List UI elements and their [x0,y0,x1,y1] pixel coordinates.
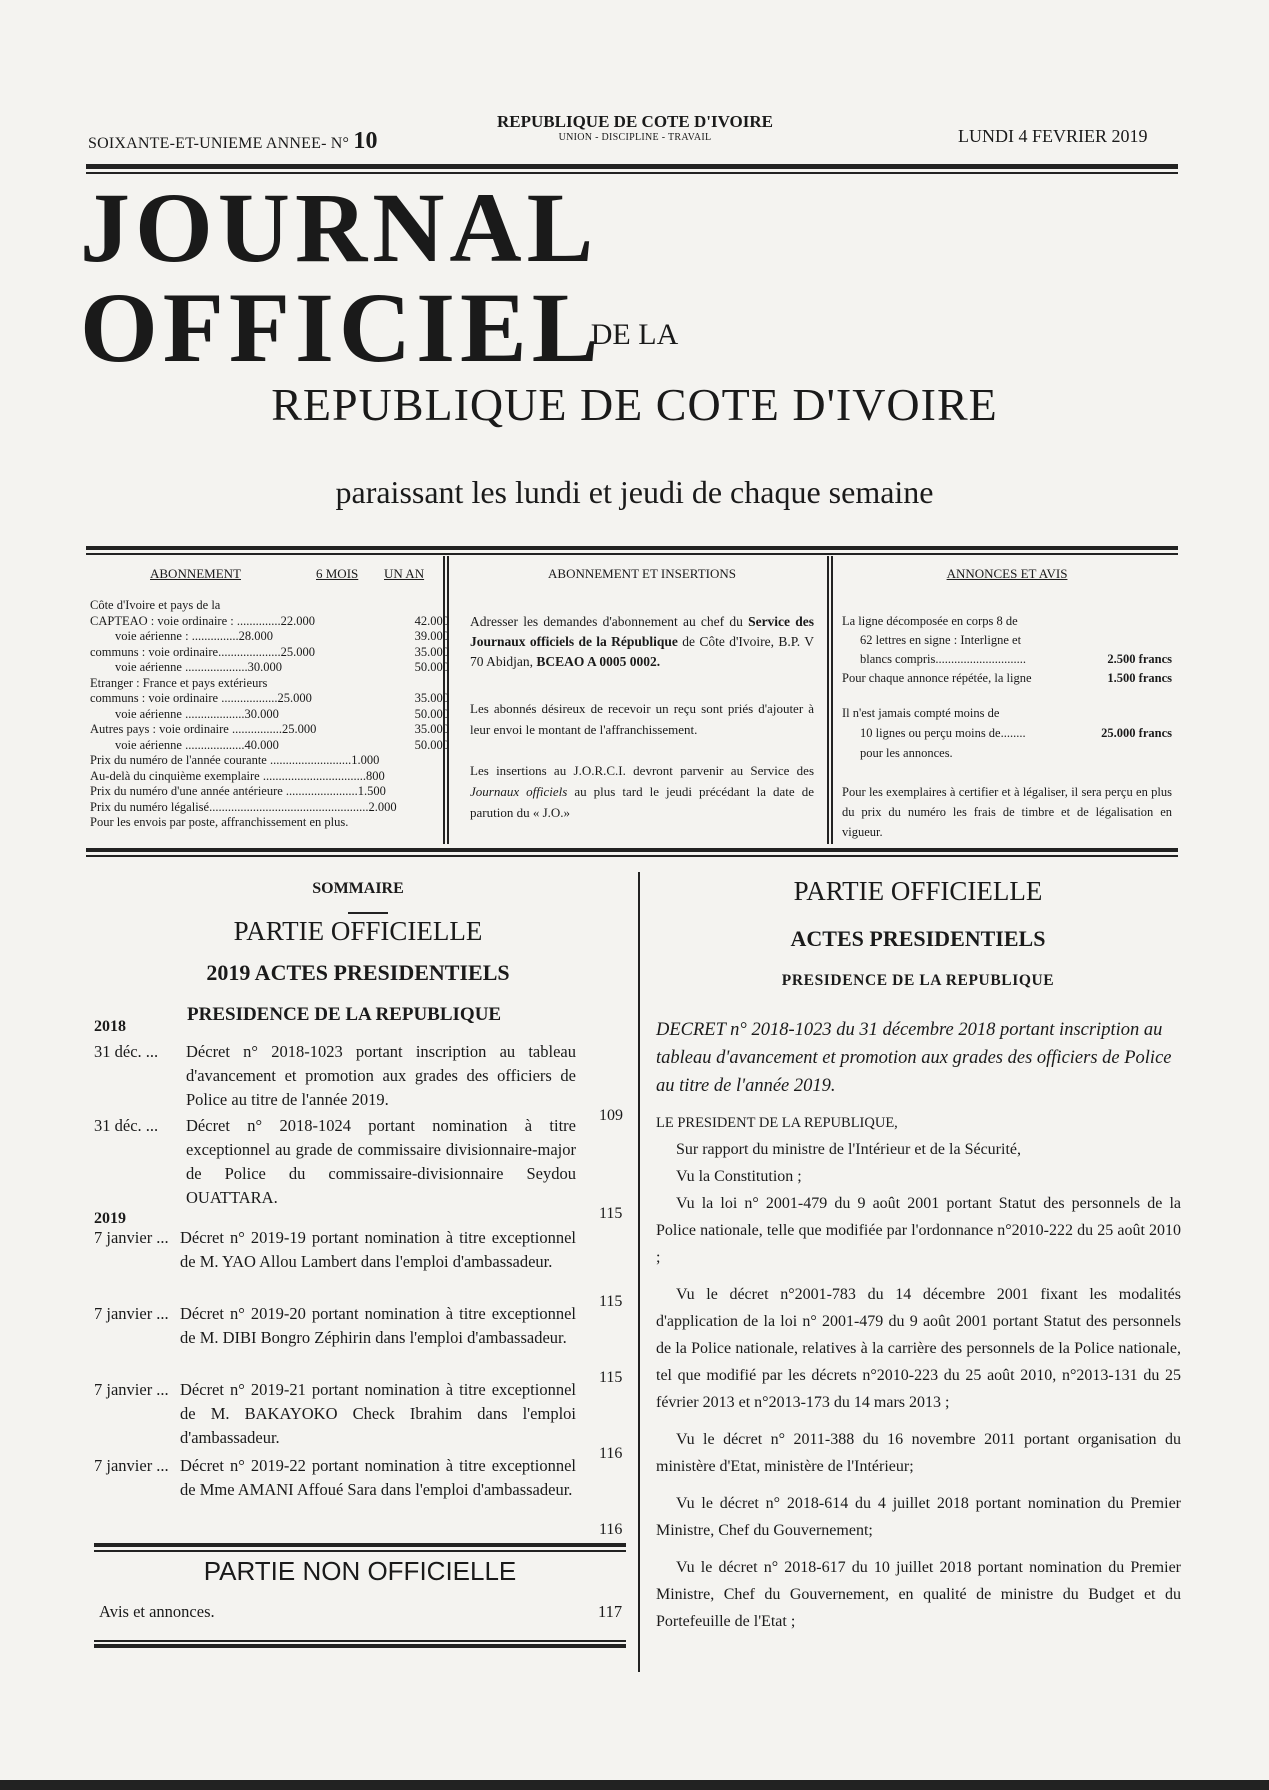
abonnement-row-label: voie aérienne ....................30.000 [90,660,282,674]
main-paragraph: Vu le décret n° 2018-617 du 10 juillet 2018 portant nomination du Premier Ministre, Chef du Gouvernement, en qualité de ministre du Budget et du Portefeuille de l'Etat ; [656,1559,1181,1630]
main-paragraphs [656,1136,1181,1645]
sommaire-bottom-rule [94,1644,626,1648]
abonnement-row [90,800,449,816]
infobox-top-rule [86,546,1178,550]
annonces-l5: Il n'est jamais compté moins de [842,706,1000,720]
annonces-column [842,566,1172,852]
entry-page: 115 [599,1205,623,1222]
sommaire-actes: 2019 ACTES PRESIDENTIELS [206,960,510,985]
main-paragraph: Vu le décret n° 2018-614 du 4 juillet 2018 portant nomination du Premier Ministre, Chef du Gouvernement; [656,1495,1181,1539]
infobox-divider-2 [827,556,829,844]
avis-label: Avis et annonces. [99,1602,215,1621]
abonnement-row [90,691,449,707]
col-unan: UN AN [384,566,425,581]
insertions-head: ABONNEMENT ET INSERTIONS [548,566,736,581]
abonnement-row-label: Prix du numéro d'une année antérieure .......................1.500 [90,784,386,798]
abonnement-row-unan [397,800,449,816]
abonnement-row [90,722,449,738]
abonnement-row-unan: 39.000 [414,629,449,643]
entry-page: 116 [599,1521,623,1538]
header-rule-thick [86,164,1178,169]
abonnement-row-label: Autres pays : voie ordinaire ................25.000 [90,722,317,736]
annonces-l2: 62 lettres en signe : Interligne et [860,633,1022,647]
sommaire-presidence: PRESIDENCE DE LA REPUBLIQUE [187,1004,502,1025]
abonnement-column [90,566,449,831]
insertions-p1-bold: Service des Journaux officiels de la République [470,614,815,649]
entry-date: 7 janvier ... [94,1456,169,1475]
annonces-l3: blancs compris............................. [860,652,1026,666]
abonnement-row-unan: 35.000 [414,691,449,705]
sommaire-bottom-rule-thin [94,1640,626,1642]
insertions-p1-post: de Côte d'Ivoire, B.P. V 70 Abidjan, [470,634,815,669]
abonnement-row-unan: 50.000 [414,706,449,721]
non-officielle-title: PARTIE NON OFFICIELLE [203,1556,517,1586]
insertions-p1-bceao: BCEAO A 0005 0002. [536,654,661,669]
annonces-l6: 10 lignes ou perçu moins de........ [860,726,1026,740]
entry-page: 109 [599,1107,623,1124]
republic-motto: UNION - DISCIPLINE - TRAVAIL [558,132,712,143]
abonnement-row-unan [397,753,449,769]
sommaire-part: PARTIE OFFICIELLE [233,916,483,946]
abonnement-row-label: voie aérienne : ...............28.000 [90,629,273,643]
abonnement-row-label: CAPTEAO : voie ordinaire : ..............22.000 [90,613,315,628]
entry-page: 115 [599,1293,623,1310]
abonnement-row-unan [397,815,449,831]
annonces-l7: pour les annonces. [860,746,953,760]
annonces-l4-price: 1.500 francs [1107,671,1172,685]
abonnement-row-unan [397,676,449,692]
insertions-p1-pre: Adresser les demandes d'abonnement au chef du [470,614,743,629]
infobox-bottom-rule-thin [86,855,1178,857]
annonces-body [842,612,1172,852]
annonces-l6-price: 25.000 francs [1101,726,1172,740]
entry-date: 31 déc. ... [94,1116,159,1135]
republic-header [480,112,790,143]
abonnement-row [90,676,449,692]
col-6mois: 6 MOIS [316,566,359,581]
sommaire-year-2019: 2019 [94,1210,126,1227]
abonnement-row-label: voie aérienne ...................30.000 [90,706,279,721]
abonnement-row [90,784,449,800]
issue-line [88,128,378,155]
main-part: PARTIE OFFICIELLE [793,876,1043,906]
abonnement-head: ABONNEMENT [150,566,241,581]
annonces-head: ANNONCES ET AVIS [946,566,1068,581]
entry-text: Décret n° 2019-20 portant nomination à titre exceptionnel de M. DIBI Bongro Zéphirin dans l'emploi d'ambassadeur. [180,1304,576,1347]
masthead-word-officiel: OFFICIEL [80,272,604,383]
president-line: LE PRESIDENT DE LA REPUBLIQUE, [656,1115,898,1131]
abonnement-row [90,598,449,614]
abonnement-row-label: Côte d'Ivoire et pays de la [90,598,221,612]
abonnement-row-unan [397,598,449,614]
infobox-top-rule-thin [86,553,1178,555]
entry-date: 7 janvier ... [94,1304,169,1323]
abonnement-row-label: Prix du numéro de l'année courante ..........................1.000 [90,753,380,767]
main-presidence: PRESIDENCE DE LA REPUBLIQUE [781,972,1055,989]
decret-title: DECRET n° 2018-1023 du 31 décembre 2018 portant inscription au tableau d'avancement et promotion aux grades des officiers de Police au titre de l'année 2019. [656,1020,1172,1096]
insertions-column [470,566,814,823]
abonnement-row [90,707,449,723]
page-bottom-edge [0,1780,1269,1790]
main-paragraph: Vu la loi n° 2001-479 du 9 août 2001 portant Statut des personnels de la Police nationale, telle que modifiée par l'ordonnance n°2010-222 du 25 août 2010 ; [656,1195,1181,1266]
sommaire-underline [348,912,388,914]
year-label: SOIXANTE-ET-UNIEME ANNEE- N° [88,135,350,152]
abonnement-row [90,753,449,769]
entry-page: 116 [599,1445,623,1462]
insertions-para-3 [470,760,814,823]
abonnement-row-label: voie aérienne ...................40.000 [90,737,279,752]
sommaire-head: SOMMAIRE [312,880,404,897]
issue-date: LUNDI 4 FEVRIER 2019 [958,126,1148,146]
abonnement-row [90,629,449,645]
main-paragraph: Vu le décret n°2001-783 du 14 décembre 2001 fixant les modalités d'application de la loi n° 2001-479 du 9 août 2001 portant Statut des personnels de la Police nationale, relatives à la carrière des personnels de la Police nationale, tel que modifié par les décrets n°2010-223 du 25 août 2010, n°2013-131 du 25 février 2013 et n°2013-173 du 14 mars 2013 ; [656,1286,1181,1411]
abonnement-row-unan: 35.000 [414,722,449,736]
masthead-republic: REPUBLIQUE DE COTE D'IVOIRE [271,379,998,430]
abonnement-row-unan: 35.000 [414,644,449,659]
entry-text: Décret n° 2019-22 portant nomination à titre exceptionnel de Mme AMANI Affoué Sara dans l'emploi d'ambassadeur. [180,1456,576,1499]
entry-text: Décret n° 2018-1023 portant inscription au tableau d'avancement et promotion aux grades des officiers de Police au titre de l'année 2019. [186,1042,576,1109]
entry-text: Décret n° 2018-1024 portant nomination à titre exceptionnel au grade de commissaire divisionnaire-major de Police du commissaire-divisionnaire Seydou OUATTARA. [186,1116,576,1207]
abonnement-row [90,815,449,831]
annonces-l8: Pour les exemplaires à certifier et à légaliser, il sera perçu en plus du prix du numéro les frais de timbre et de légalisation en vigueur. [842,785,1172,839]
masthead-word-journal: JOURNAL [80,172,593,283]
insertions-p3-pre: Les insertions au J.O.R.C.I. devront parvenir au Service des [470,763,814,778]
sommaire-entry [94,1454,626,1544]
insertions-para-1 [470,612,814,672]
abonnement-row [90,645,449,661]
main-actes: ACTES PRESIDENTIELS [790,926,1046,951]
abonnement-row-label: communs : voie ordinaire....................25.000 [90,644,315,659]
main-paragraph: Sur rapport du ministre de l'Intérieur et de la Sécurité, [676,1141,1021,1158]
republic-name: REPUBLIQUE DE COTE D'IVOIRE [497,112,773,131]
insertions-para-2: Les abonnés désireux de recevoir un reçu sont priés d'ajouter à leur envoi le montant de l'affranchissement. [470,701,814,737]
abonnement-row [90,738,449,754]
masthead-frequency: paraissant les lundi et jeudi de chaque semaine [335,474,934,510]
column-divider [638,872,640,1672]
annonces-l1: La ligne décomposée en corps 8 de [842,614,1018,628]
insertions-p3-italic: Journaux officiels [470,784,568,799]
abonnement-row [90,614,449,630]
entry-text: Décret n° 2019-21 portant nomination à titre exceptionnel de M. BAKAYOKO Check Ibrahim dans l'emploi d'ambassadeur. [180,1380,576,1447]
annonces-l4: Pour chaque annonce répétée, la ligne [842,671,1032,685]
sommaire-year-2018: 2018 [94,1018,126,1035]
entry-date: 31 déc. ... [94,1042,159,1061]
abonnement-row-unan [397,769,449,785]
non-officielle-rule [94,1543,626,1547]
abonnement-row [90,769,449,785]
abonnement-row-unan: 42.000 [414,613,449,628]
insertions-p3-post: au plus tard le jeudi précédant la date de parution du « J.O.» [470,784,814,820]
abonnement-row-label: Au-delà du cinquième exemplaire .................................800 [90,768,385,783]
issue-number: 10 [353,128,378,154]
avis-page: 117 [598,1602,623,1621]
infobox-divider-2b [831,556,833,844]
main-paragraph: Vu le décret n° 2011-388 du 16 novembre 2011 portant organisation du ministère d'Etat, ministère de l'Intérieur; [656,1431,1181,1475]
abonnement-row-unan: 50.000 [414,737,449,752]
entry-page: 115 [599,1369,623,1386]
masthead-de-la: DE LA [590,318,679,351]
entry-date: 7 janvier ... [94,1380,169,1399]
entry-date: 7 janvier ... [94,1228,169,1247]
abonnement-row [90,660,449,676]
abonnement-row-unan [397,784,449,800]
annonces-l3-price: 2.500 francs [1107,652,1172,666]
abonnement-table [90,598,449,831]
abonnement-row-label: Pour les envois par poste, affranchissement en plus. [90,815,349,829]
entry-text: Décret n° 2019-19 portant nomination à titre exceptionnel de M. YAO Allou Lambert dans l'emploi d'ambassadeur. [180,1228,576,1271]
abonnement-row-label: Etranger : France et pays extérieurs [90,675,268,690]
abonnement-row-unan: 50.000 [414,660,449,674]
main-paragraph: Vu la Constitution ; [676,1168,802,1185]
non-officielle-rule-thin [94,1550,626,1552]
abonnement-row-label: communs : voie ordinaire ..................25.000 [90,691,312,705]
abonnement-row-label: Prix du numéro légalisé...................................................2.000 [90,799,397,814]
